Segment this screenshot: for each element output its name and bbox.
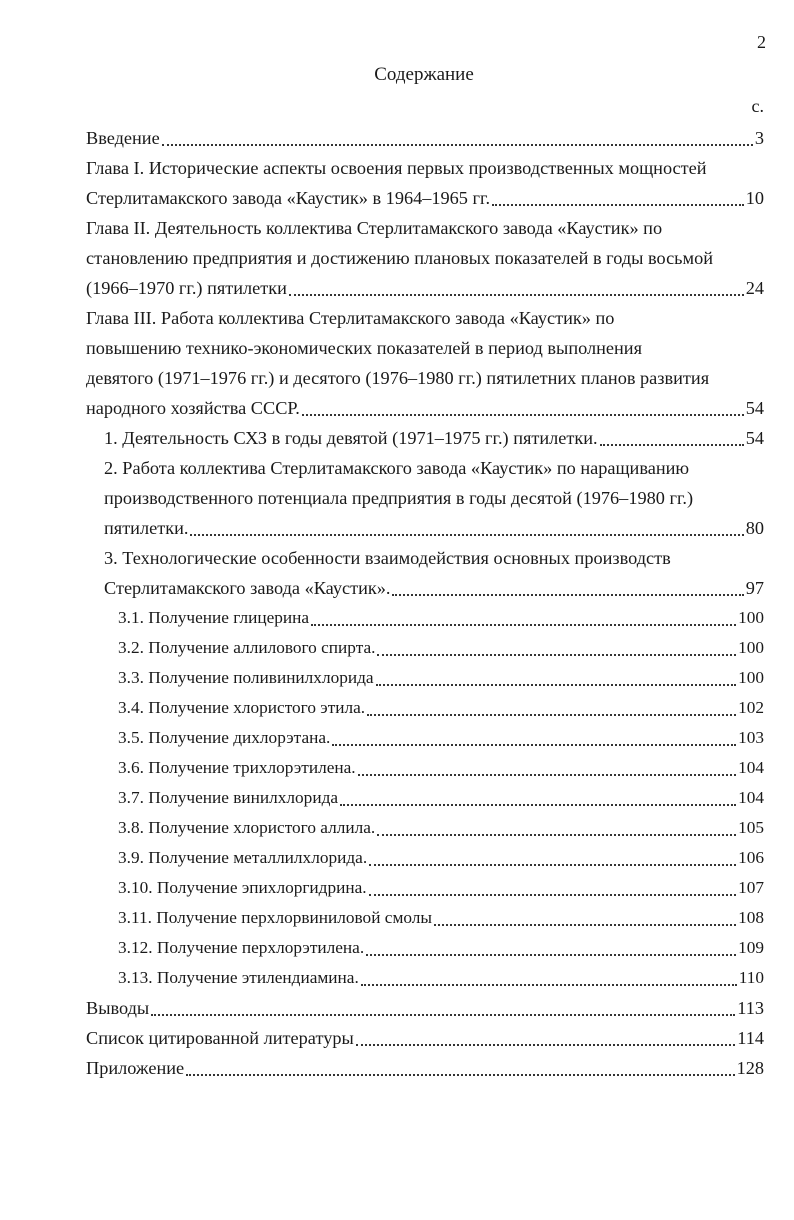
toc-entry-line: Глава I. Исторические аспекты освоения первых производственных мощностей [86,158,707,178]
toc-entry-subsection-3-10[interactable] [86,873,764,903]
toc-entry-title: Стерлитамакского завода «Каустик» в 1964–1965 гг. [86,188,491,208]
toc-entry-title: Введение [86,128,160,148]
toc-entry-subsection-3-11[interactable] [86,903,764,933]
page-column-label: с. [751,96,764,116]
toc-page-number: 105 [738,818,764,837]
toc-page-number: 106 [738,848,764,867]
dot-leader [366,948,736,956]
toc-entry-title: 3.5. Получение дихлорэтана. [118,728,331,747]
dot-leader [151,1008,735,1016]
toc-page-number: 128 [736,1058,764,1078]
toc-entry-title: 3.9. Получение металлилхлорида. [118,848,368,867]
toc-entry-title: 3.10. Получение эпихлоргидрина. [118,878,367,897]
toc-entry-subsection-3-4[interactable] [86,693,764,723]
toc-entry-title: 3.11. Получение перхлорвиниловой смолы [118,908,433,927]
toc-page-number: 80 [745,518,764,538]
dot-leader [434,918,736,926]
toc-entry-line: Глава II. Деятельность коллектива Стерлитамакского завода «Каустик» по [86,218,663,238]
toc-entry-conclusions[interactable] [86,993,764,1023]
dot-leader [361,978,737,986]
dot-leader [186,1068,734,1076]
table-of-contents [86,123,764,1083]
dot-leader [392,588,743,596]
toc-page-number: 104 [738,788,764,807]
toc-page-number: 103 [738,728,764,747]
dot-leader [162,138,753,146]
toc-entry-subsection-3-1[interactable] [86,603,764,633]
dot-leader [332,738,736,746]
dot-leader [377,828,736,836]
toc-entry-section-1[interactable] [86,423,764,453]
toc-entry-line: 3. Технологические особенности взаимодействия основных производств [104,548,671,568]
toc-entry-title: 3.2. Получение аллилового спирта. [118,638,376,657]
toc-entry-section-3[interactable] [86,543,764,603]
toc-entry-subsection-3-8[interactable] [86,813,764,843]
toc-page-number: 54 [745,428,764,448]
toc-entry-title: 3.6. Получение трихлорэтилена. [118,758,356,777]
toc-entry-title: (1966–1970 гг.) пятилетки [86,278,287,298]
toc-page-number: 110 [738,968,764,987]
toc-page-number: 102 [738,698,764,717]
toc-page-number: 104 [738,758,764,777]
toc-page-number: 100 [738,608,764,627]
toc-entry-title: Стерлитамакского завода «Каустик». [104,578,391,598]
dot-leader [367,708,736,716]
toc-entry-title: Список цитированной литературы [86,1028,354,1048]
toc-entry-title: 3.1. Получение глицерина [118,608,310,627]
dot-leader [311,618,736,626]
toc-entry-references[interactable] [86,1023,764,1053]
dot-leader [340,798,736,806]
toc-entry-title: Выводы [86,998,150,1018]
toc-entry-chapter-1[interactable] [86,153,764,213]
toc-entry-title: Приложение [86,1058,185,1078]
toc-entry-subsection-3-13[interactable] [86,963,764,993]
toc-entry-subsection-3-12[interactable] [86,933,764,963]
toc-entry-subsection-3-9[interactable] [86,843,764,873]
toc-page-number: 109 [738,938,764,957]
toc-entry-subsection-3-2[interactable] [86,633,764,663]
toc-page-number: 10 [745,188,764,208]
toc-page-number: 108 [738,908,764,927]
toc-page-number: 114 [737,1028,764,1048]
toc-entry-subsection-3-5[interactable] [86,723,764,753]
toc-page-number: 107 [738,878,764,897]
dot-leader [369,888,736,896]
toc-entry-line: производственного потенциала предприятия в годы десятой (1976–1980 гг.) [104,488,694,508]
dot-leader [377,648,736,656]
toc-page-number: 97 [745,578,764,598]
toc-entry-title: 1. Деятельность СХЗ в годы девятой (1971–1975 гг.) пятилетки. [104,428,598,448]
toc-entry-appendix[interactable] [86,1053,764,1083]
toc-entry-line: 2. Работа коллектива Стерлитамакского завода «Каустик» по наращиванию [104,458,690,478]
toc-entry-line: Глава III. Работа коллектива Стерлитамакского завода «Каустик» по [86,308,615,328]
page-number: 2 [757,32,766,52]
toc-entry-subsection-3-3[interactable] [86,663,764,693]
dot-leader [190,528,743,536]
toc-entry-title: 3.4. Получение хлористого этила. [118,698,366,717]
toc-entry-chapter-3[interactable] [86,303,764,423]
toc-page-number: 100 [738,638,764,657]
toc-page-number: 113 [737,998,764,1018]
toc-entry-section-2[interactable] [86,453,764,543]
dot-leader [600,438,744,446]
dot-leader [369,858,736,866]
toc-entry-subsection-3-7[interactable] [86,783,764,813]
toc-entry-title: народного хозяйства СССР. [86,398,300,418]
toc-entry-title: 3.8. Получение хлористого аллила. [118,818,376,837]
toc-entry-title: 3.3. Получение поливинилхлорида [118,668,374,687]
toc-entry-title: пятилетки. [104,518,189,538]
toc-page-number: 54 [745,398,764,418]
toc-entry-line: становлению предприятия и достижению плановых показателей в годы восьмой [86,248,714,268]
toc-entry-line: девятого (1971–1976 гг.) и десятого (1976–1980 гг.) пятилетних планов развития [86,368,710,388]
toc-entry-line: повышению технико-экономических показателей в период выполнения [86,338,642,358]
toc-entry-subsection-3-6[interactable] [86,753,764,783]
dot-leader [376,678,737,686]
dot-leader [358,768,736,776]
dot-leader [492,198,744,206]
toc-page-number: 3 [754,128,764,148]
dot-leader [302,408,744,416]
toc-page-number: 100 [738,668,764,687]
toc-page-number: 24 [745,278,764,298]
dot-leader [356,1038,735,1046]
toc-entry-chapter-2[interactable] [86,213,764,303]
page-title: Содержание [374,64,474,85]
toc-entry-title: 3.13. Получение этилендиамина. [118,968,359,987]
toc-entry-introduction[interactable] [86,123,764,153]
toc-entry-title: 3.12. Получение перхлорэтилена. [118,938,365,957]
toc-entry-title: 3.7. Получение винилхлорида [118,788,339,807]
dot-leader [289,288,744,296]
